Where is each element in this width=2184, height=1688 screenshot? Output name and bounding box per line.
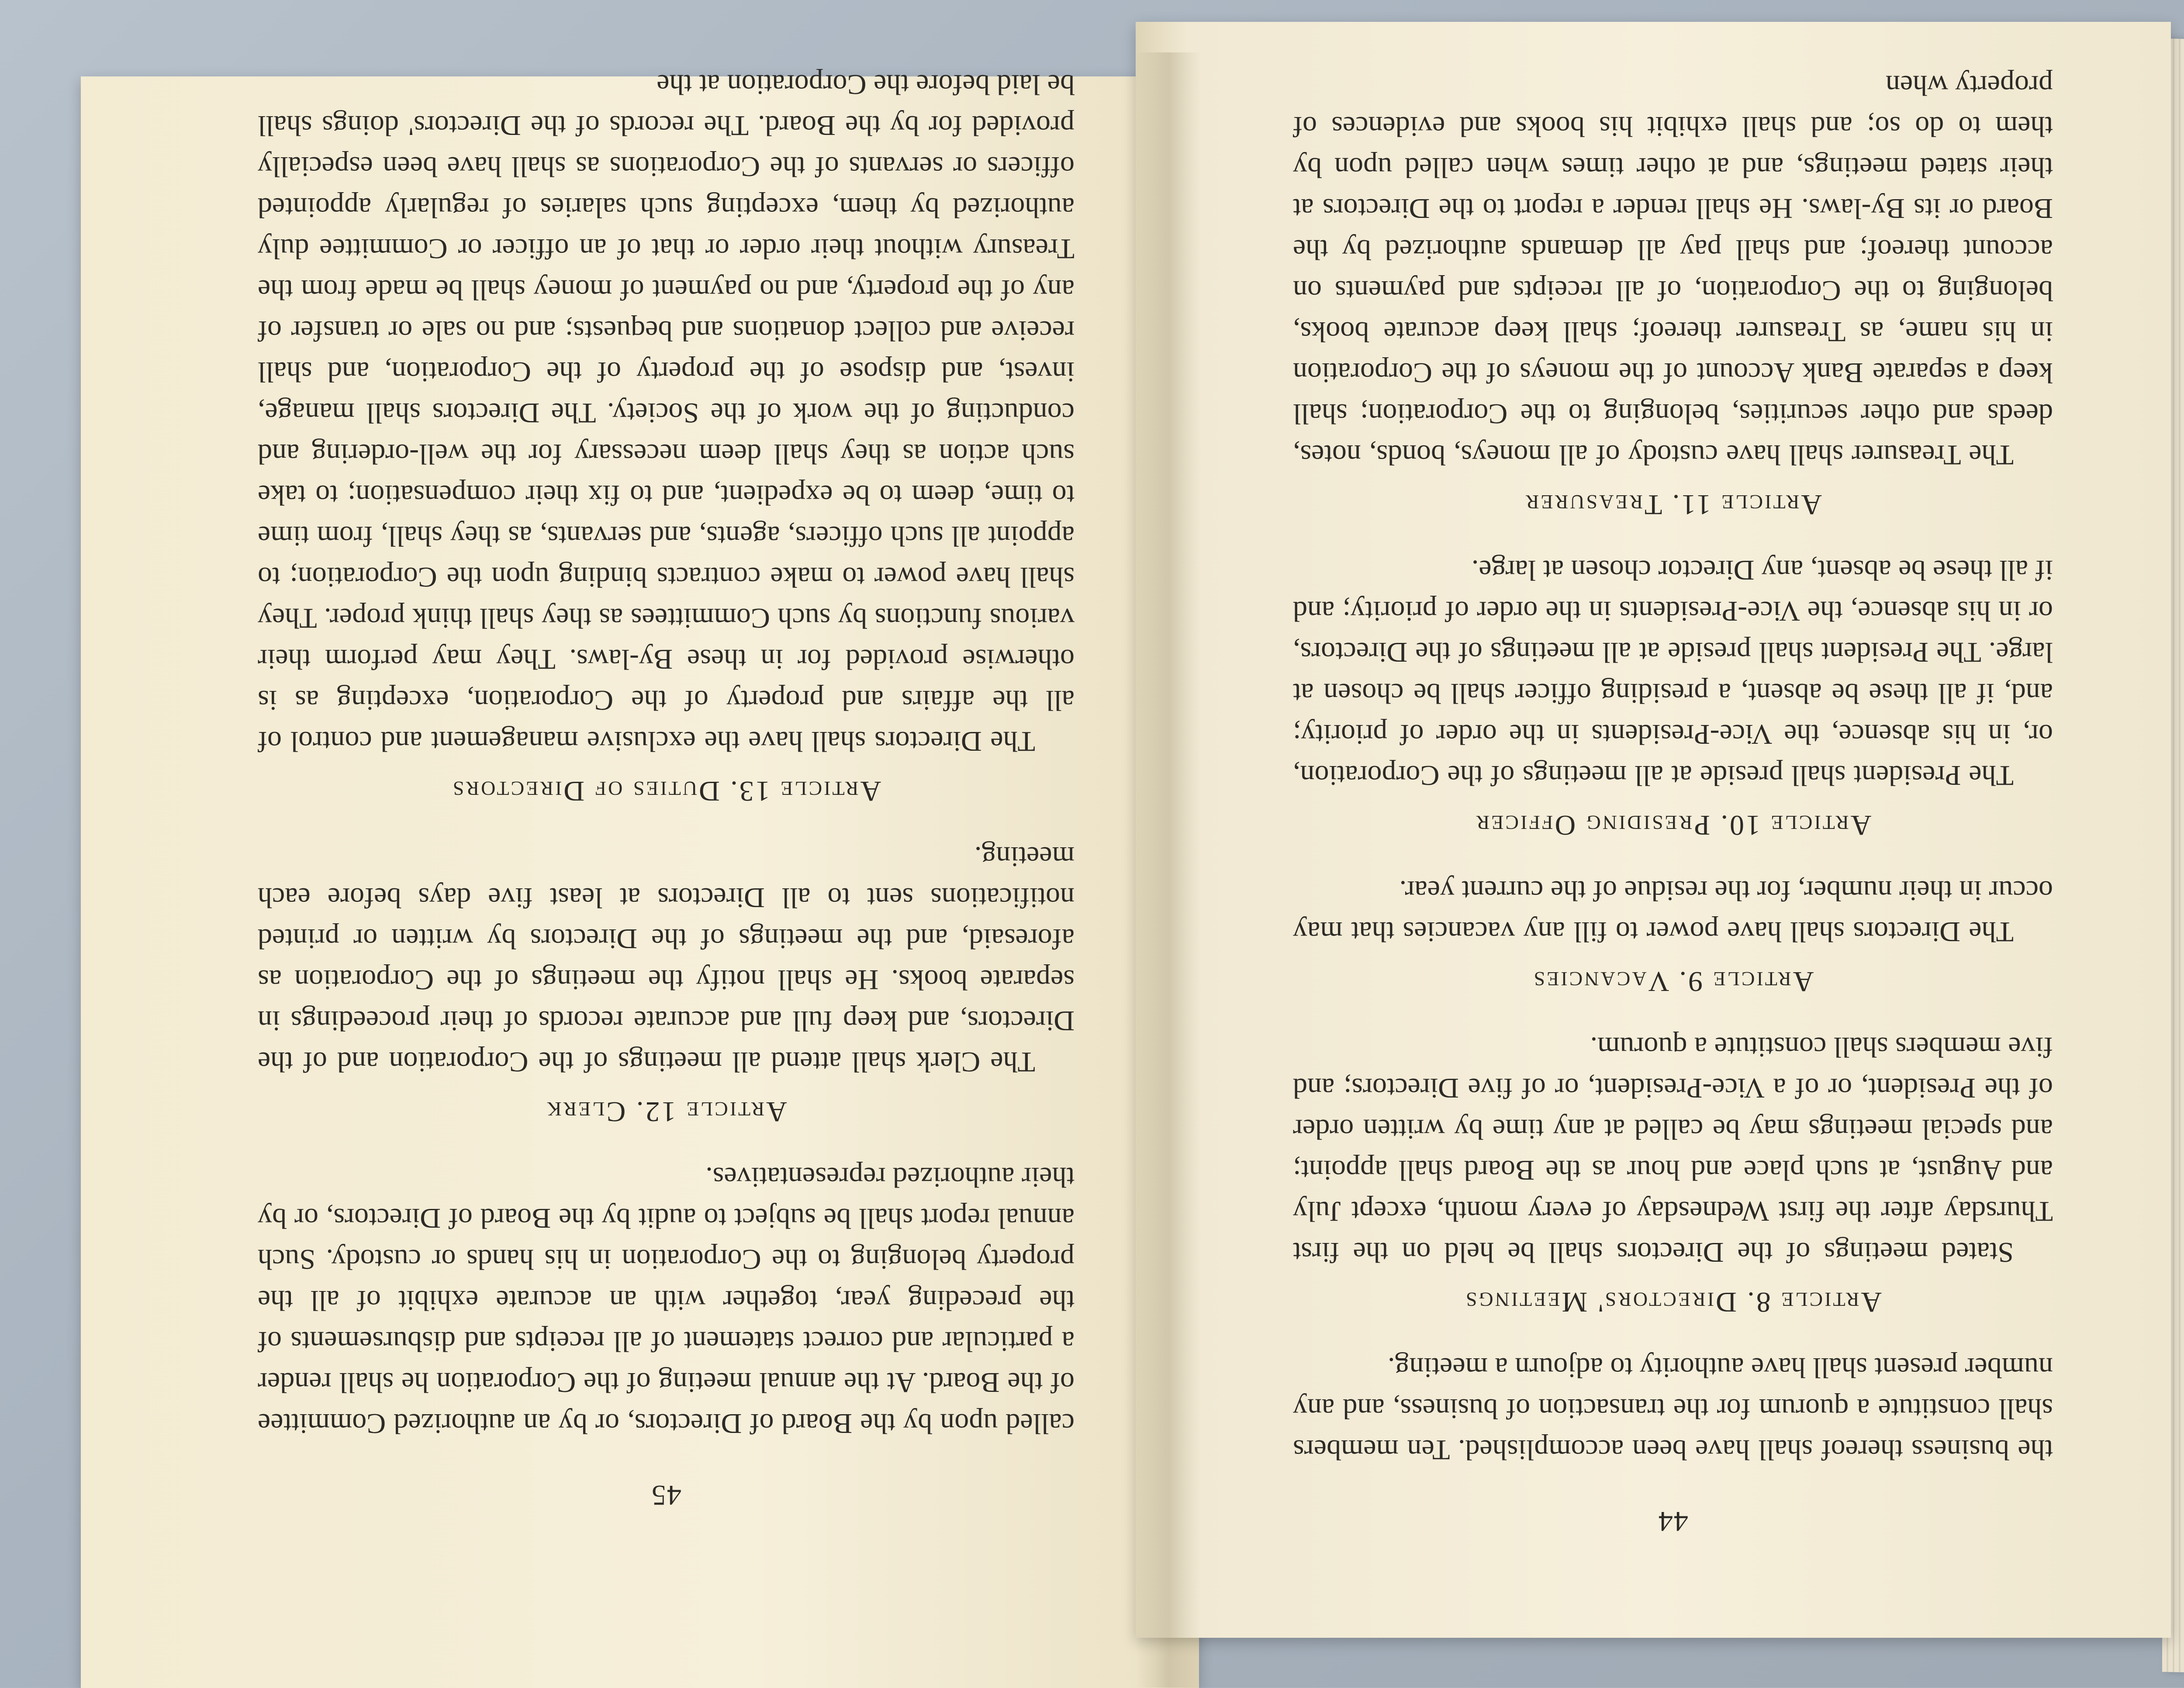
page-number: 45 xyxy=(651,1479,681,1511)
article-heading: Article 10. Presiding Officer xyxy=(1474,809,1872,841)
article-heading: Article 8. Directors' Meetings xyxy=(1464,1286,1882,1318)
continuation-paragraph: called upon by the Board of Directors, or by an authorized Committee of the Board. At the annual meeting of the Corporation he shall render a particular and correct statement of all receipts and disbursements of the preceding year, together with an accurate exhibit of all the property belonging to the Corporation in his hands or custody. Such annual report shall be subject to audit by the Board of Directors, or by their authorized representatives. xyxy=(258,1161,1075,1439)
article-heading: Article 13. Duties of Directors xyxy=(451,775,881,807)
article-text: The Directors shall have power to fill any vacancies that may occur in their number, for the residue of the current year. xyxy=(1293,875,2053,948)
article-heading: Article 9. Vacancies xyxy=(1532,966,1814,998)
page-number: 44 xyxy=(1658,1505,1688,1537)
article-heading: Article 11. Treasurer xyxy=(1524,489,1822,521)
book-gutter xyxy=(1136,52,1201,1688)
article-text: Stated meetings of the Directors shall be held on the first Thursday after the first Wednesday of every month, except July and August, at such place and hour as the Board shall appoint; and special meetings may be called at any time by written order of the President, or of a Vice-President, or of five Directors; and five members shall constitute a quorum. xyxy=(1293,1031,2053,1268)
article-text: The Directors shall have the exclusive management and control of all the affairs and property of the Corporation, excepting as is otherwise provided for in these By-laws. They may perform their various functions by such Committees as they shall think proper. They shall have power to make contracts binding upon the Corporation; to appoint all such officers, agents, and servants, as they shall, from time to time, deem to be expedient, and to fix their compensation; to take such action as they shall deem necessary for the well-ordering and conducting of the work of the Society. The Directors shall manage, invest, and dispose of the property of the Corporation, and shall receive and collect donations and bequests; and no sale or transfer of any of the property, and no payment of money shall be made from the Treasury without their order or that of an officer or Committee duly authorized by them, excepting such salaries of regularly appointed officers or servants of the Corporations as shall have been especially provided for by the Board. The records of the Directors' doings shall be laid before the Corporation at the xyxy=(258,69,1075,757)
continuation-paragraph: the business thereof shall have been accomplished. Ten members shall constitute a quorum for the transaction of business, and any number present shall have authority to adjourn a meeting. xyxy=(1293,1352,2053,1466)
article-text: The Clerk shall attend all meetings of the Corporation and of the Directors, and keep full and accurate records of their proceedings in separate books. He shall notify the meetings of the Corporation as aforesaid, and the meetings of the Directors by written or printed notifications sent to all Directors at least five days before each meeting. xyxy=(258,841,1075,1078)
right-page-text xyxy=(1293,69,2053,1542)
left-page-text xyxy=(258,69,1075,1515)
article-text: The President shall preside at all meetings of the Corporation, or, in his absence, the Vice-Presidents in the order of priority; and, if all these be absent, a presiding officer shall be chosen at large. The President shall preside at all meetings of the Directors, or in his absence, the Vice-Presidents in the order of priority; and if all these be absent, any Director chosen at large. xyxy=(1293,554,2053,791)
article-text: The Treasurer shall have custody of all moneys, bonds, notes, deeds and other securities, belonging to the Corporation; shall keep a separate Bank Account of the moneys of the Corporation in his name, as Treasurer thereof; shall keep accurate books, belonging to the Corporation, of all receipts and payments on account thereof; and shall pay all demands authorized by the Board or its By-laws. He shall render a report to the Directors at their stated meetings, and at other times when called upon by them to do so; and shall exhibit his books and evidences of property when xyxy=(1293,69,2053,471)
article-heading: Article 12. Clerk xyxy=(545,1096,787,1128)
